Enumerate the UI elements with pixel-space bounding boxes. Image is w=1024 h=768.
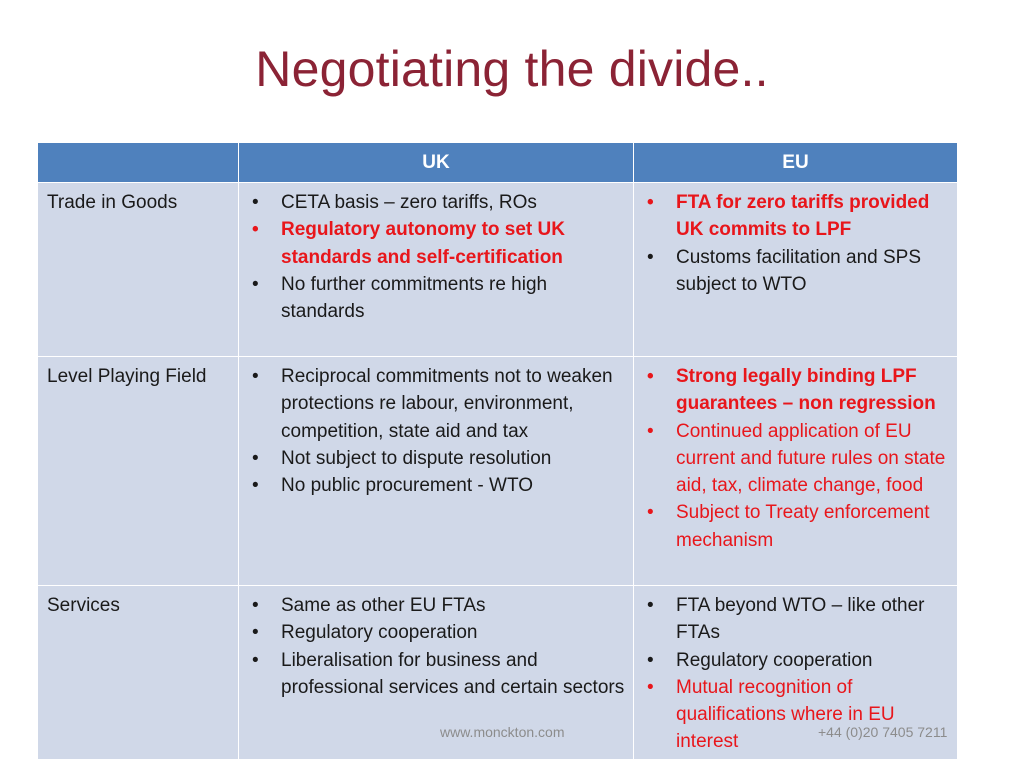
bullet-item [646, 674, 951, 756]
table-row [38, 183, 958, 357]
bullet-dot-icon: • [252, 273, 259, 295]
bullet-text: Not subject to dispute resolution [281, 447, 552, 469]
bullet-dot-icon: • [647, 246, 654, 268]
bullet-dot-icon: • [252, 622, 259, 644]
bullet-text: Strong legally binding LPF guarantees – non regression [676, 366, 936, 415]
table-row [38, 357, 958, 586]
bullet-text: Regulatory autonomy to set UK standards and self-certification [281, 219, 565, 268]
footer-phone: +44 (0)20 7405 7211 [818, 724, 948, 740]
comparison-table [37, 142, 958, 760]
bullet-item [251, 445, 627, 472]
header-blank [38, 143, 239, 183]
bullet-item [251, 363, 627, 445]
row-label: Level Playing Field [38, 357, 239, 586]
bullet-item [251, 647, 627, 702]
bullet-item [646, 189, 951, 244]
uk-bullet-list [251, 592, 627, 701]
bullet-dot-icon: • [647, 192, 654, 213]
slide-title: Negotiating the divide.. [255, 41, 769, 97]
eu-cell [634, 183, 958, 357]
bullet-text: Customs facilitation and SPS subject to WTO [676, 246, 922, 295]
bullet-text: FTA beyond WTO – like other FTAs [676, 595, 925, 644]
header-eu: EU [634, 143, 958, 183]
bullet-dot-icon: • [252, 447, 259, 469]
bullet-item [251, 216, 627, 271]
bullet-item [646, 363, 951, 418]
footer-website: www.monckton.com [440, 724, 565, 740]
bullet-item [251, 592, 627, 619]
bullet-text: FTA for zero tariffs provided UK commits to LPF [676, 192, 930, 241]
bullet-text: Continued application of EU current and future rules on state aid, tax, climate change, food [676, 420, 946, 497]
bullet-item [251, 189, 627, 216]
bullet-item [646, 592, 951, 647]
uk-cell [239, 183, 634, 357]
bullet-dot-icon: • [252, 219, 259, 241]
bullet-item [646, 418, 951, 500]
bullet-text: Same as other EU FTAs [281, 595, 486, 616]
bullet-dot-icon: • [252, 649, 259, 671]
bullet-dot-icon: • [252, 192, 259, 213]
bullet-dot-icon: • [252, 366, 259, 387]
bullet-item [251, 619, 627, 646]
bullet-text: No public procurement - WTO [281, 475, 534, 497]
bullet-dot-icon: • [647, 649, 654, 671]
bullet-text: Regulatory cooperation [281, 622, 478, 644]
uk-bullet-list [251, 189, 627, 325]
header-uk: UK [239, 143, 634, 183]
bullet-item [646, 499, 951, 554]
bullet-dot-icon: • [647, 676, 654, 698]
bullet-dot-icon: • [647, 420, 654, 442]
bullet-text: Reciprocal commitments not to weaken protections re labour, environment, competition, state aid and tax [281, 366, 613, 442]
row-label: Services [38, 586, 239, 760]
bullet-text: CETA basis – zero tariffs, ROs [281, 192, 537, 213]
bullet-text: No further commitments re high standards [281, 273, 548, 323]
bullet-item [251, 472, 627, 499]
bullet-text: Regulatory cooperation [676, 649, 873, 671]
bullet-dot-icon: • [252, 475, 259, 497]
bullet-item [646, 244, 951, 299]
bullet-dot-icon: • [647, 502, 654, 524]
uk-cell [239, 586, 634, 760]
uk-bullet-list [251, 363, 627, 499]
bullet-text: Subject to Treaty enforcement mechanism [676, 502, 930, 551]
bullet-text: Mutual recognition of qualifications where in EU interest [676, 676, 895, 753]
bullet-item [646, 647, 951, 674]
header-row [38, 143, 958, 183]
bullet-dot-icon: • [647, 366, 654, 387]
bullet-dot-icon: • [252, 595, 259, 616]
eu-cell [634, 357, 958, 586]
bullet-text: Liberalisation for business and professional services and certain sectors [281, 649, 625, 698]
uk-cell [239, 357, 634, 586]
bullet-dot-icon: • [647, 595, 654, 616]
eu-bullet-list [646, 363, 951, 554]
row-label: Trade in Goods [38, 183, 239, 357]
bullet-item [251, 271, 627, 326]
eu-bullet-list [646, 189, 951, 298]
